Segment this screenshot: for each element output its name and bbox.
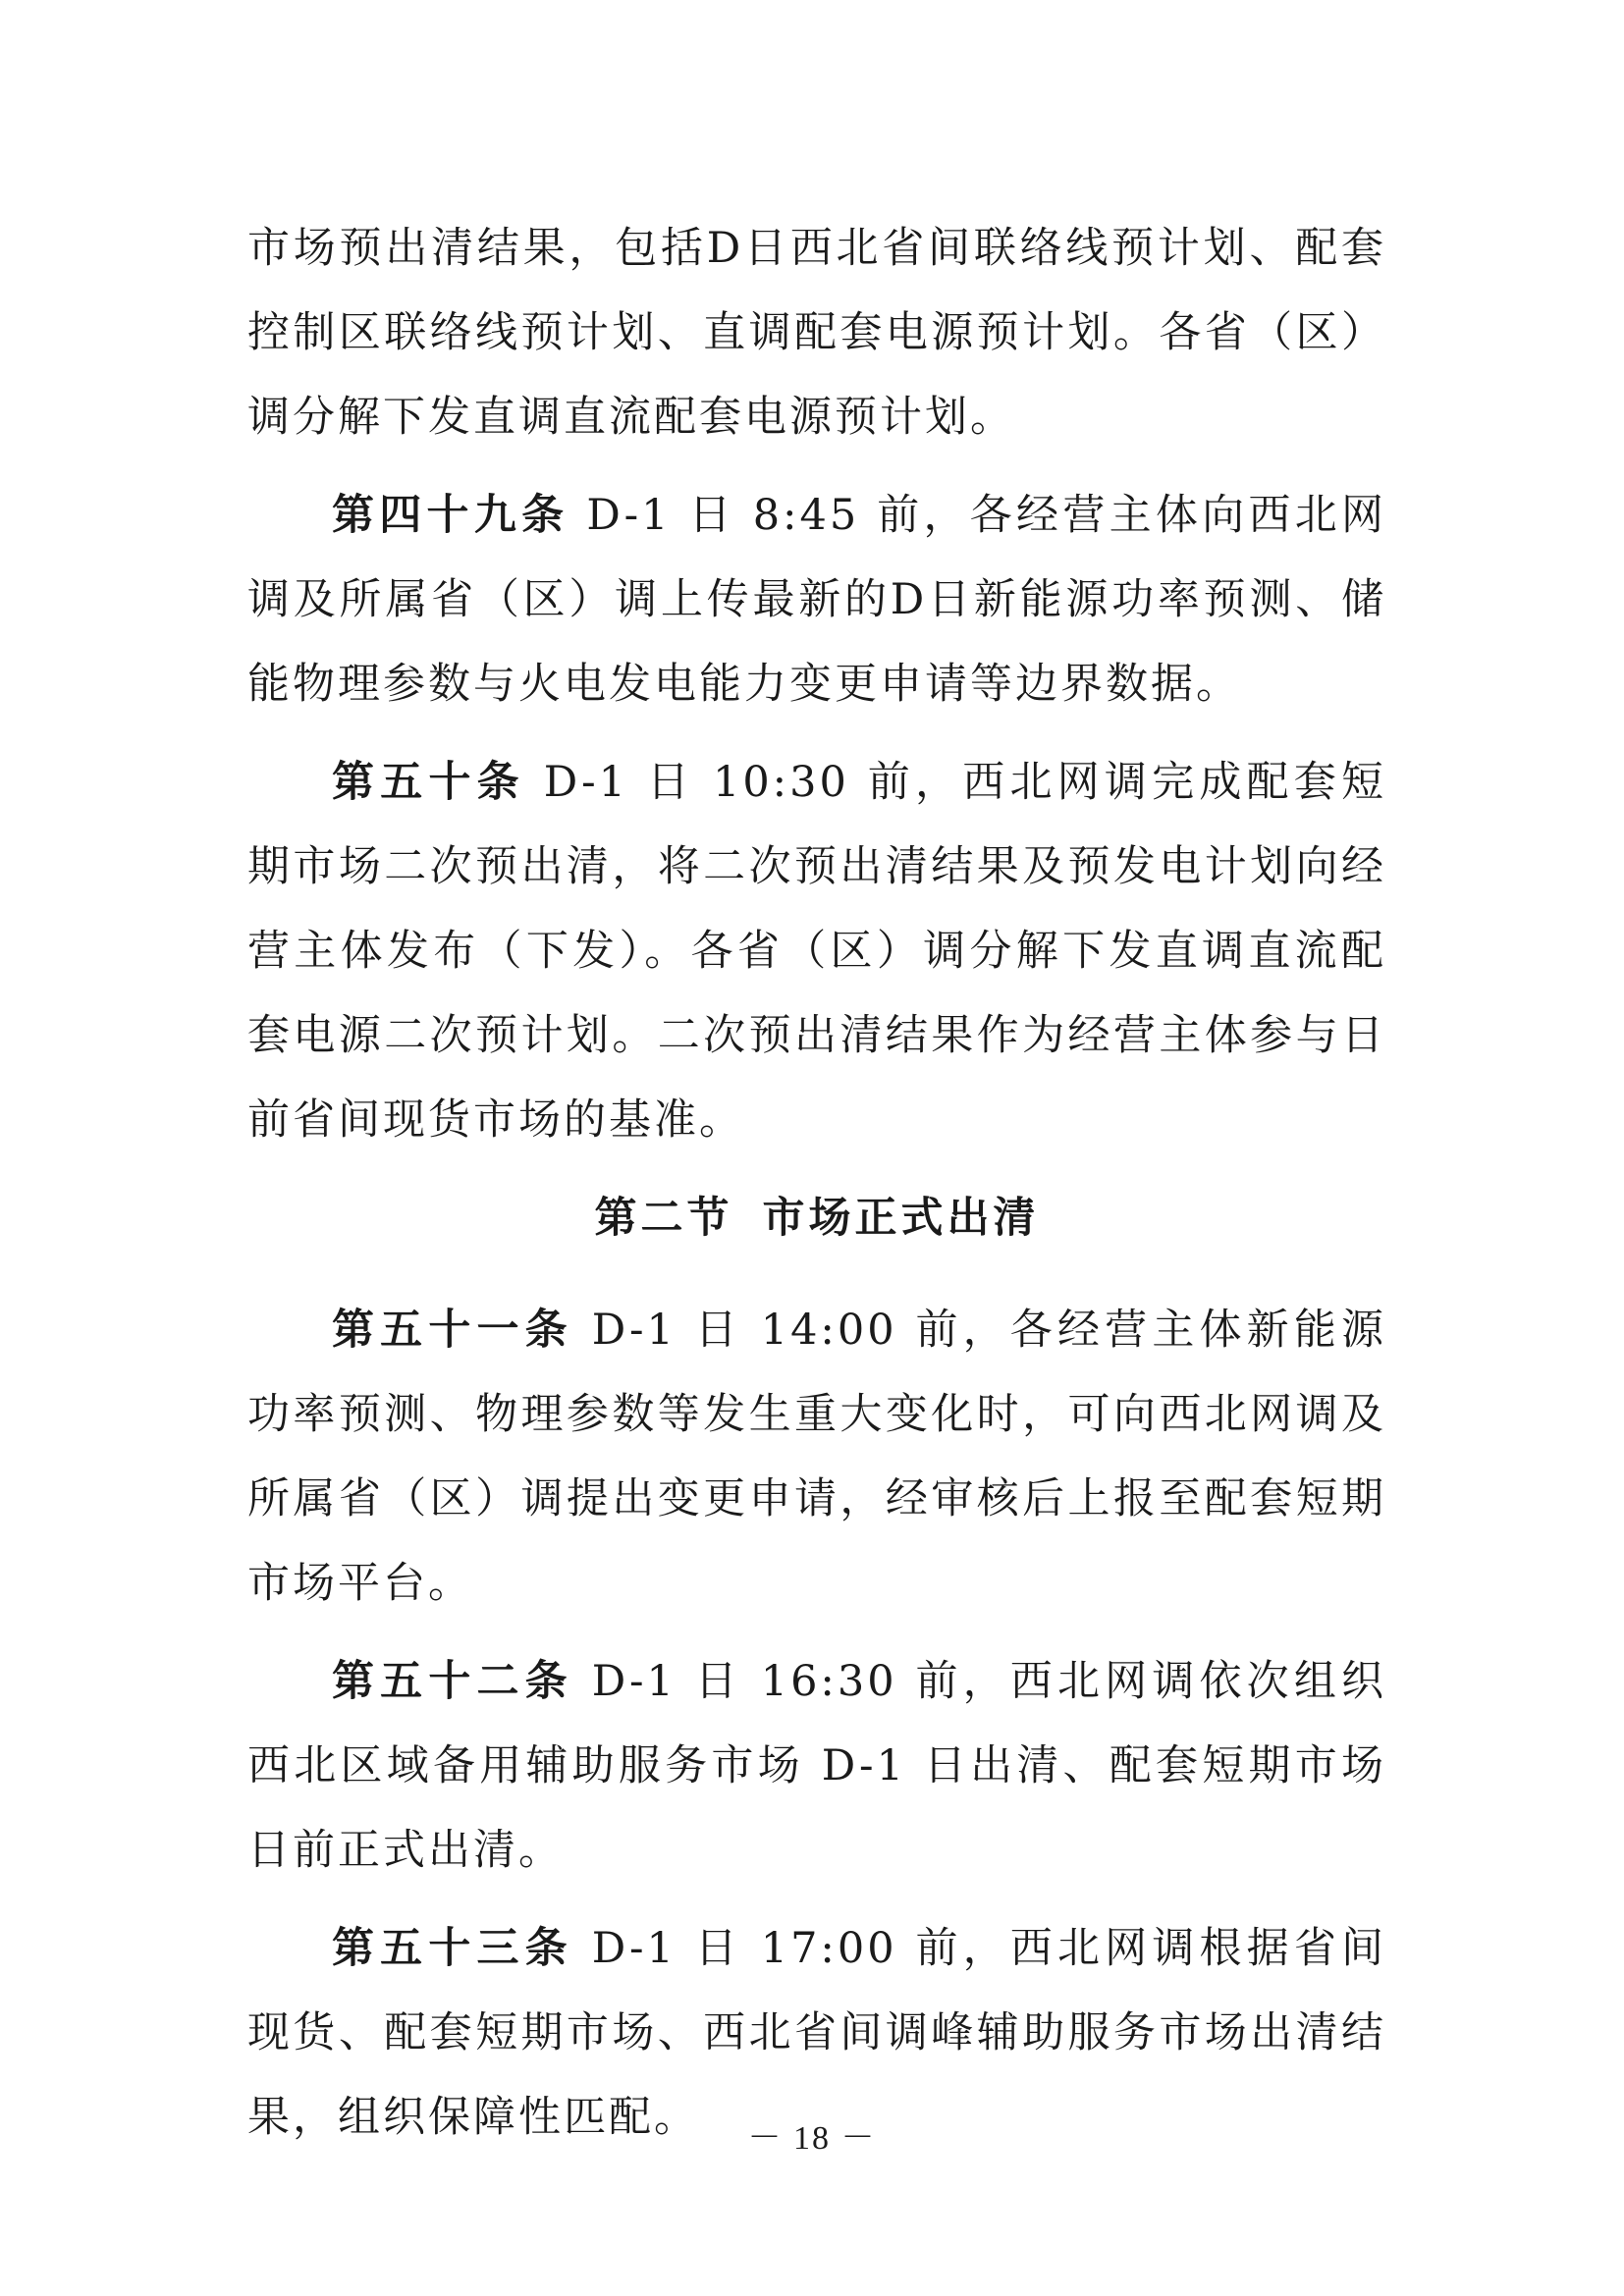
paragraph-text: 市场预出清结果，包括D日西北省间联络线预计划、配套控制区联络线预计划、直调配套电源预计划。各省（区）调分解下发直调直流配套电源预计划。 (247, 224, 1386, 442)
page-content (247, 206, 1386, 2173)
page-number: － 18 － (747, 2120, 877, 2157)
article-52 (247, 1639, 1386, 1893)
article-50 (247, 740, 1386, 1162)
article-number: 第五十二条 (332, 1657, 573, 1706)
article-number: 第五十三条 (332, 1924, 573, 1973)
article-number: 第四十九条 (332, 491, 569, 540)
article-51 (247, 1288, 1386, 1626)
article-text: D-1 日 10:30 前，西北网调完成配套短期市场二次预出清，将二次预出清结果及预发电计划向经营主体发布（下发）。各省（区）调分解下发直调直流配套电源二次预计划。二次预出清结果作为经营主体参与日前省间现货市场的基准。 (247, 758, 1387, 1145)
section-heading (247, 1176, 1386, 1260)
section-number: 第二节 (594, 1194, 733, 1243)
article-49 (247, 473, 1386, 726)
article-text: D-1 日 8:45 前，各经营主体向西北网调及所属省（区）调上传最新的D日新能源功率预测、储能物理参数与火电发电能力变更申请等边界数据。 (247, 491, 1386, 709)
article-text: D-1 日 16:30 前，西北网调依次组织西北区域备用辅助服务市场 D-1 日出清、配套短期市场日前正式出清。 (247, 1657, 1386, 1875)
article-text: D-1 日 14:00 前，各经营主体新能源功率预测、物理参数等发生重大变化时，可向西北网调及所属省（区）调提出变更申请，经审核后上报至配套短期市场平台。 (247, 1306, 1386, 1608)
article-number: 第五十一条 (332, 1306, 573, 1355)
article-text: D-1 日 17:00 前，西北网调根据省间现货、配套短期市场、西北省间调峰辅助服务市场出清结果，组织保障性匹配。 (247, 1924, 1386, 2142)
paragraph-continuation (247, 206, 1386, 459)
section-title: 市场正式出清 (762, 1194, 1040, 1243)
article-number: 第五十条 (332, 758, 525, 807)
